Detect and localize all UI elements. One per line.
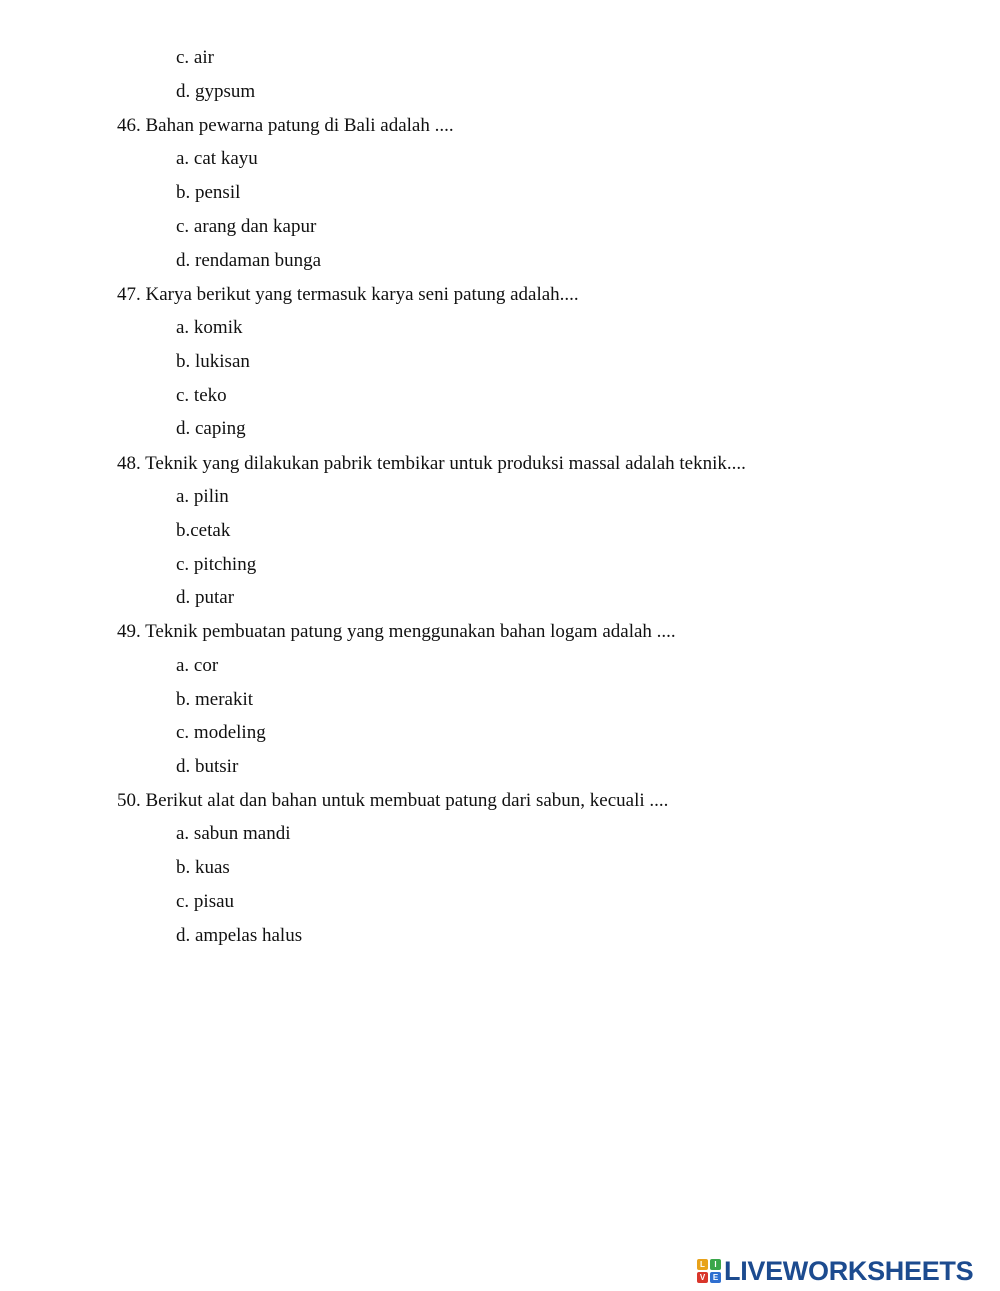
- liveworksheets-brand[interactable]: [697, 1256, 973, 1286]
- answer-option: d. gypsum: [176, 81, 256, 102]
- answer-option: a. cat kayu: [176, 148, 258, 169]
- logo-tile-v: V: [697, 1272, 708, 1283]
- answer-option: b. kuas: [176, 857, 230, 878]
- answer-option: d. putar: [176, 587, 235, 608]
- answer-option: b.cetak: [176, 520, 231, 541]
- answer-option: a. cor: [176, 655, 219, 676]
- question-text: 49. Teknik pembuatan patung yang menggunakan bahan logam adalah ....: [117, 621, 676, 642]
- answer-option: c. teko: [176, 385, 227, 406]
- answer-option: b. pensil: [176, 182, 241, 203]
- answer-option: b. lukisan: [176, 351, 250, 372]
- logo-tile-l: L: [697, 1259, 708, 1270]
- logo-tile-i: I: [710, 1259, 721, 1270]
- answer-option: c. air: [176, 47, 214, 68]
- answer-option: c. pisau: [176, 891, 235, 912]
- answer-option: d. rendaman bunga: [176, 250, 322, 271]
- answer-option: c. modeling: [176, 722, 266, 743]
- answer-option: b. merakit: [176, 689, 254, 710]
- answer-option: d. butsir: [176, 756, 239, 777]
- liveworksheets-logo-icon: [697, 1259, 721, 1283]
- answer-option: a. sabun mandi: [176, 823, 291, 844]
- question-text: 48. Teknik yang dilakukan pabrik tembikar untuk produksi massal adalah teknik....: [117, 453, 746, 474]
- answer-option: d. ampelas halus: [176, 925, 303, 946]
- answer-option: a. komik: [176, 317, 243, 338]
- question-text: 46. Bahan pewarna patung di Bali adalah ....: [117, 115, 454, 136]
- answer-option: c. arang dan kapur: [176, 216, 317, 237]
- brand-wordmark: LIVEWORKSHEETS: [724, 1255, 974, 1286]
- question-text: 47. Karya berikut yang termasuk karya seni patung adalah....: [117, 284, 579, 305]
- answer-option: c. pitching: [176, 554, 257, 575]
- answer-option: d. caping: [176, 418, 246, 439]
- question-text: 50. Berikut alat dan bahan untuk membuat patung dari sabun, kecuali ....: [117, 790, 669, 811]
- logo-tile-e: E: [710, 1272, 721, 1283]
- answer-option: a. pilin: [176, 486, 229, 507]
